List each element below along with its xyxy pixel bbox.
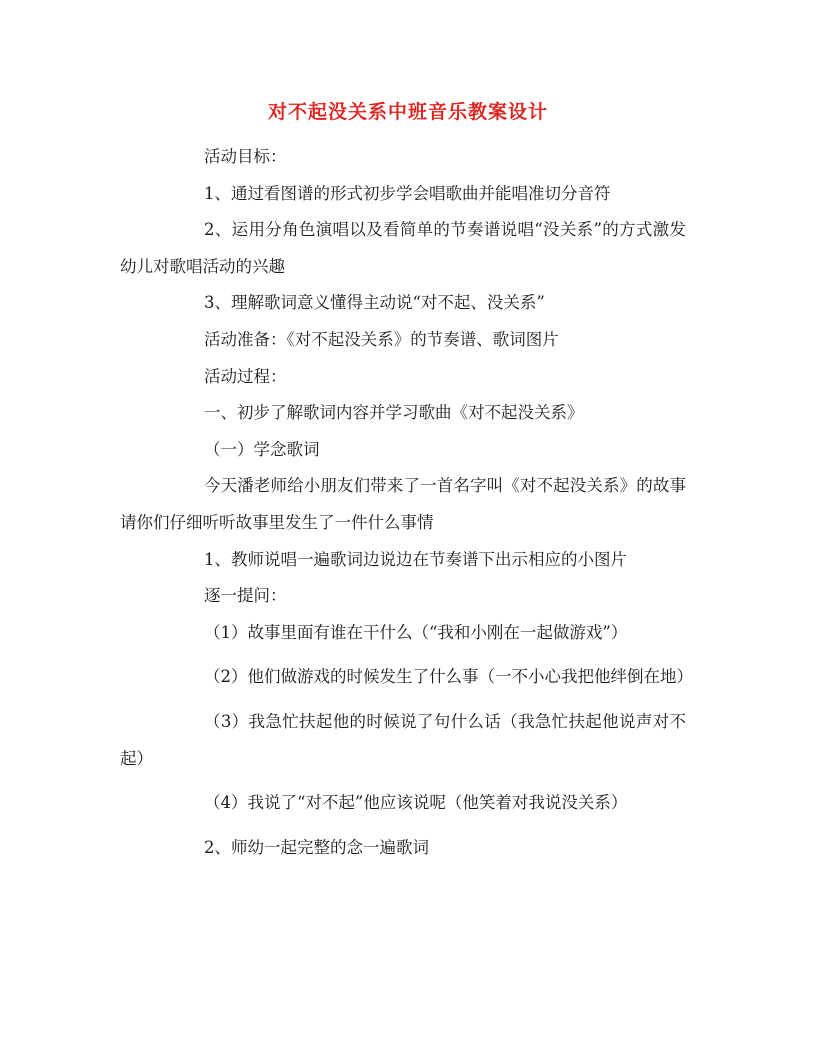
paragraph-intro: 今天潘老师给小朋友们带来了一首名字叫《对不起没关系》的故事请你们仔细听听故事里发生了一件什么事情 (120, 476, 686, 532)
paragraph-goal-3: 3、理解歌词意义懂得主动说“对不起、没关系” (204, 293, 545, 313)
paragraph-process-heading: 活动过程： (204, 366, 287, 386)
paragraph-step-2: 2、师幼一起完整的念一遍歌词 (204, 837, 429, 857)
paragraph-step-1: 1、教师说唱一遍歌词边说边在节奏谱下出示相应的小图片 (204, 549, 627, 569)
document-body (120, 139, 693, 866)
paragraph-questions-heading: 逐一提问： (204, 586, 287, 606)
paragraph-section-1: 一、初步了解歌词内容并学习歌曲《对不起没关系》 (204, 403, 584, 423)
paragraph-question-2: （2）他们做游戏的时候发生了什么事（一不小心我把他绊倒在地） (204, 667, 693, 687)
paragraph-question-4: （4）我说了“对不起”他应该说呢（他笑着对我说没关系） (204, 793, 628, 813)
paragraph-goal-2: 2、运用分角色演唱以及看简单的节奏谱说唱“没关系”的方式激发幼儿对歌唱活动的兴趣 (120, 220, 686, 276)
paragraph-question-3: （3）我急忙扶起他的时候说了句什么话（我急忙扶起他说声对不起） (120, 711, 686, 768)
paragraph-question-1: （1）故事里面有谁在干什么（“我和小刚在一起做游戏”） (204, 622, 628, 642)
document-title: 对不起没关系中班音乐教案设计 (267, 101, 548, 123)
paragraph-preparation: 活动准备：《对不起没关系》的节奏谱、歌词图片 (204, 329, 559, 349)
paragraph-subsection-1: （一）学念歌词 (204, 439, 320, 459)
paragraph-goals-heading: 活动目标： (204, 147, 287, 166)
paragraph-goal-1: 1、通过看图谱的形式初步学会唱歌曲并能唱准切分音符 (204, 183, 611, 203)
